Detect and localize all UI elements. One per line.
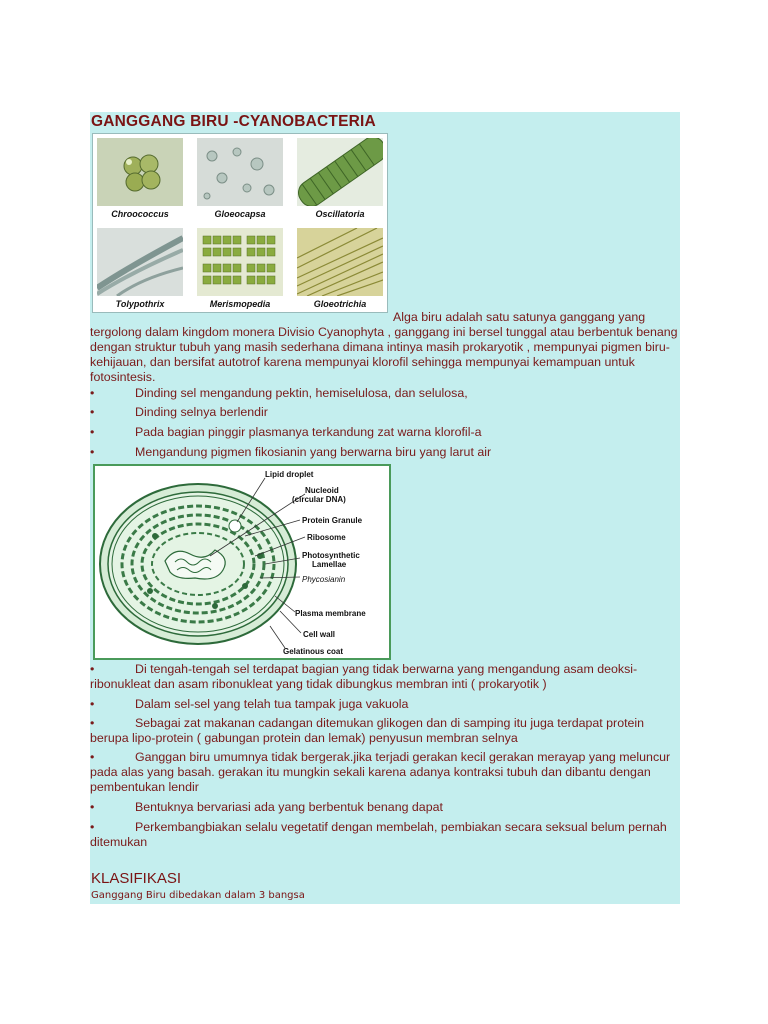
photo-label-oscillatoria: Oscillatoria xyxy=(315,209,365,219)
label-lipid-droplet: Lipid droplet xyxy=(265,470,314,479)
list-item xyxy=(90,820,680,850)
section-heading-klasifikasi: KLASIFIKASI xyxy=(91,870,182,887)
bullet-text: Di tengah-tengah sel terdapat bagian yang tidak berwarna yang mengandung asam deoksi-ribonukleat dan asam ribonukleat yang tidak dibungkus membran inti ( prokaryotik ) xyxy=(90,662,638,691)
list-item xyxy=(90,750,680,795)
cyanobacteria-photo-grid xyxy=(92,133,388,313)
photo-chroococcus xyxy=(97,138,183,206)
label-gelatinous-coat: Gelatinous coat xyxy=(283,647,344,656)
list-item xyxy=(90,445,680,460)
bullet-dot: • xyxy=(90,750,95,764)
bullet-dot: • xyxy=(90,716,95,730)
list-item xyxy=(90,386,680,401)
label-lamellae: Lamellae xyxy=(312,560,347,569)
photo-gloeocapsa xyxy=(197,138,283,206)
photo-label-gloeocapsa: Gloeocapsa xyxy=(214,209,266,219)
label-plasma-membrane: Plasma membrane xyxy=(295,609,366,618)
bullet-text: Dinding selnya berlendir xyxy=(135,405,268,419)
photo-gloeotrichia xyxy=(297,228,383,296)
bullet-text: Dinding sel mengandung pektin, hemiselulosa, dan selulosa, xyxy=(135,386,468,400)
photo-label-tolypothrix: Tolypothrix xyxy=(115,299,165,309)
bullet-text: Sebagai zat makanan cadangan ditemukan glikogen dan di samping itu juga terdapat protein berupa lipo-protein ( gabungan protein dan lemak) penyusun membran selnya xyxy=(90,716,645,745)
bullet-dot: • xyxy=(90,405,95,419)
list-item xyxy=(90,662,680,692)
label-photosynthetic: Photosynthetic xyxy=(302,551,360,560)
label-ribosome: Ribosome xyxy=(307,533,346,542)
photo-label-chroococcus: Chroococcus xyxy=(111,209,169,219)
bullet-text: Dalam sel-sel yang telah tua tampak juga vakuola xyxy=(135,697,409,711)
label-circular-dna: (circular DNA) xyxy=(292,495,346,504)
bullet-dot: • xyxy=(90,697,95,711)
list-item xyxy=(90,716,680,746)
intro-paragraph: tergolong dalam kingdom monera Divisio Cyanophyta , ganggang ini bersel tunggal atau berbentuk benang dengan struktur tubuh yang masih sederhana dimana intinya masih prokaryotik , mempunyai pigmen biru-kehijauan, dan bersifat autotrof karena mempunyai klorofil sehingga mempunyai kemampuan untuk fotosintesis. xyxy=(90,325,678,384)
photo-label-merismopedia: Merismopedia xyxy=(209,299,271,309)
bullet-text: Perkembangbiakan selalu vegetatif dengan membelah, pembiakan secara seksual belum pernah ditemukan xyxy=(90,820,667,849)
bullet-dot: • xyxy=(90,445,95,459)
photo-merismopedia xyxy=(197,228,283,296)
label-phycosianin: Phycosianin xyxy=(302,575,346,584)
bullet-dot: • xyxy=(90,425,95,439)
cell-structure-diagram xyxy=(93,464,391,660)
bullet-text: Mengandung pigmen fikosianin yang berwarna biru yang larut air xyxy=(135,445,492,459)
bullet-dot: • xyxy=(90,820,95,834)
bullet-dot: • xyxy=(90,800,95,814)
photo-label-gloeotrichia: Gloeotrichia xyxy=(313,299,367,309)
list-item xyxy=(90,697,680,712)
label-nucleoid: Nucleoid xyxy=(305,486,339,495)
bullet-dot: • xyxy=(90,386,95,400)
photo-tolypothrix xyxy=(97,228,183,296)
bullet-text: Pada bagian pinggir plasmanya terkandung zat warna klorofil-a xyxy=(135,425,482,439)
photo-oscillatoria xyxy=(297,138,383,206)
klasifikasi-subtitle: Ganggang Biru dibedakan dalam 3 bangsa xyxy=(91,890,305,901)
page-title: GANGGANG BIRU -CYANOBACTERIA xyxy=(91,113,376,130)
list-item xyxy=(90,405,680,420)
bullet-text: Ganggan biru umumnya tidak bergerak.jika terjadi gerakan kecil gerakan merayap yang meluncur pada alas yang basah. gerakan itu mungkin sekali karena adanya kontraksi tubuh dan dibantu dengan pembentukan lendir xyxy=(90,750,671,794)
intro-first-line: Alga biru adalah satu satunya ganggang yang xyxy=(393,310,646,324)
bullet-dot: • xyxy=(90,662,95,676)
label-cell-wall: Cell wall xyxy=(303,630,336,639)
label-protein-granule: Protein Granule xyxy=(302,516,363,525)
list-item xyxy=(90,425,680,440)
list-item xyxy=(90,800,680,815)
bullet-text: Bentuknya bervariasi ada yang berbentuk benang dapat xyxy=(135,800,443,814)
